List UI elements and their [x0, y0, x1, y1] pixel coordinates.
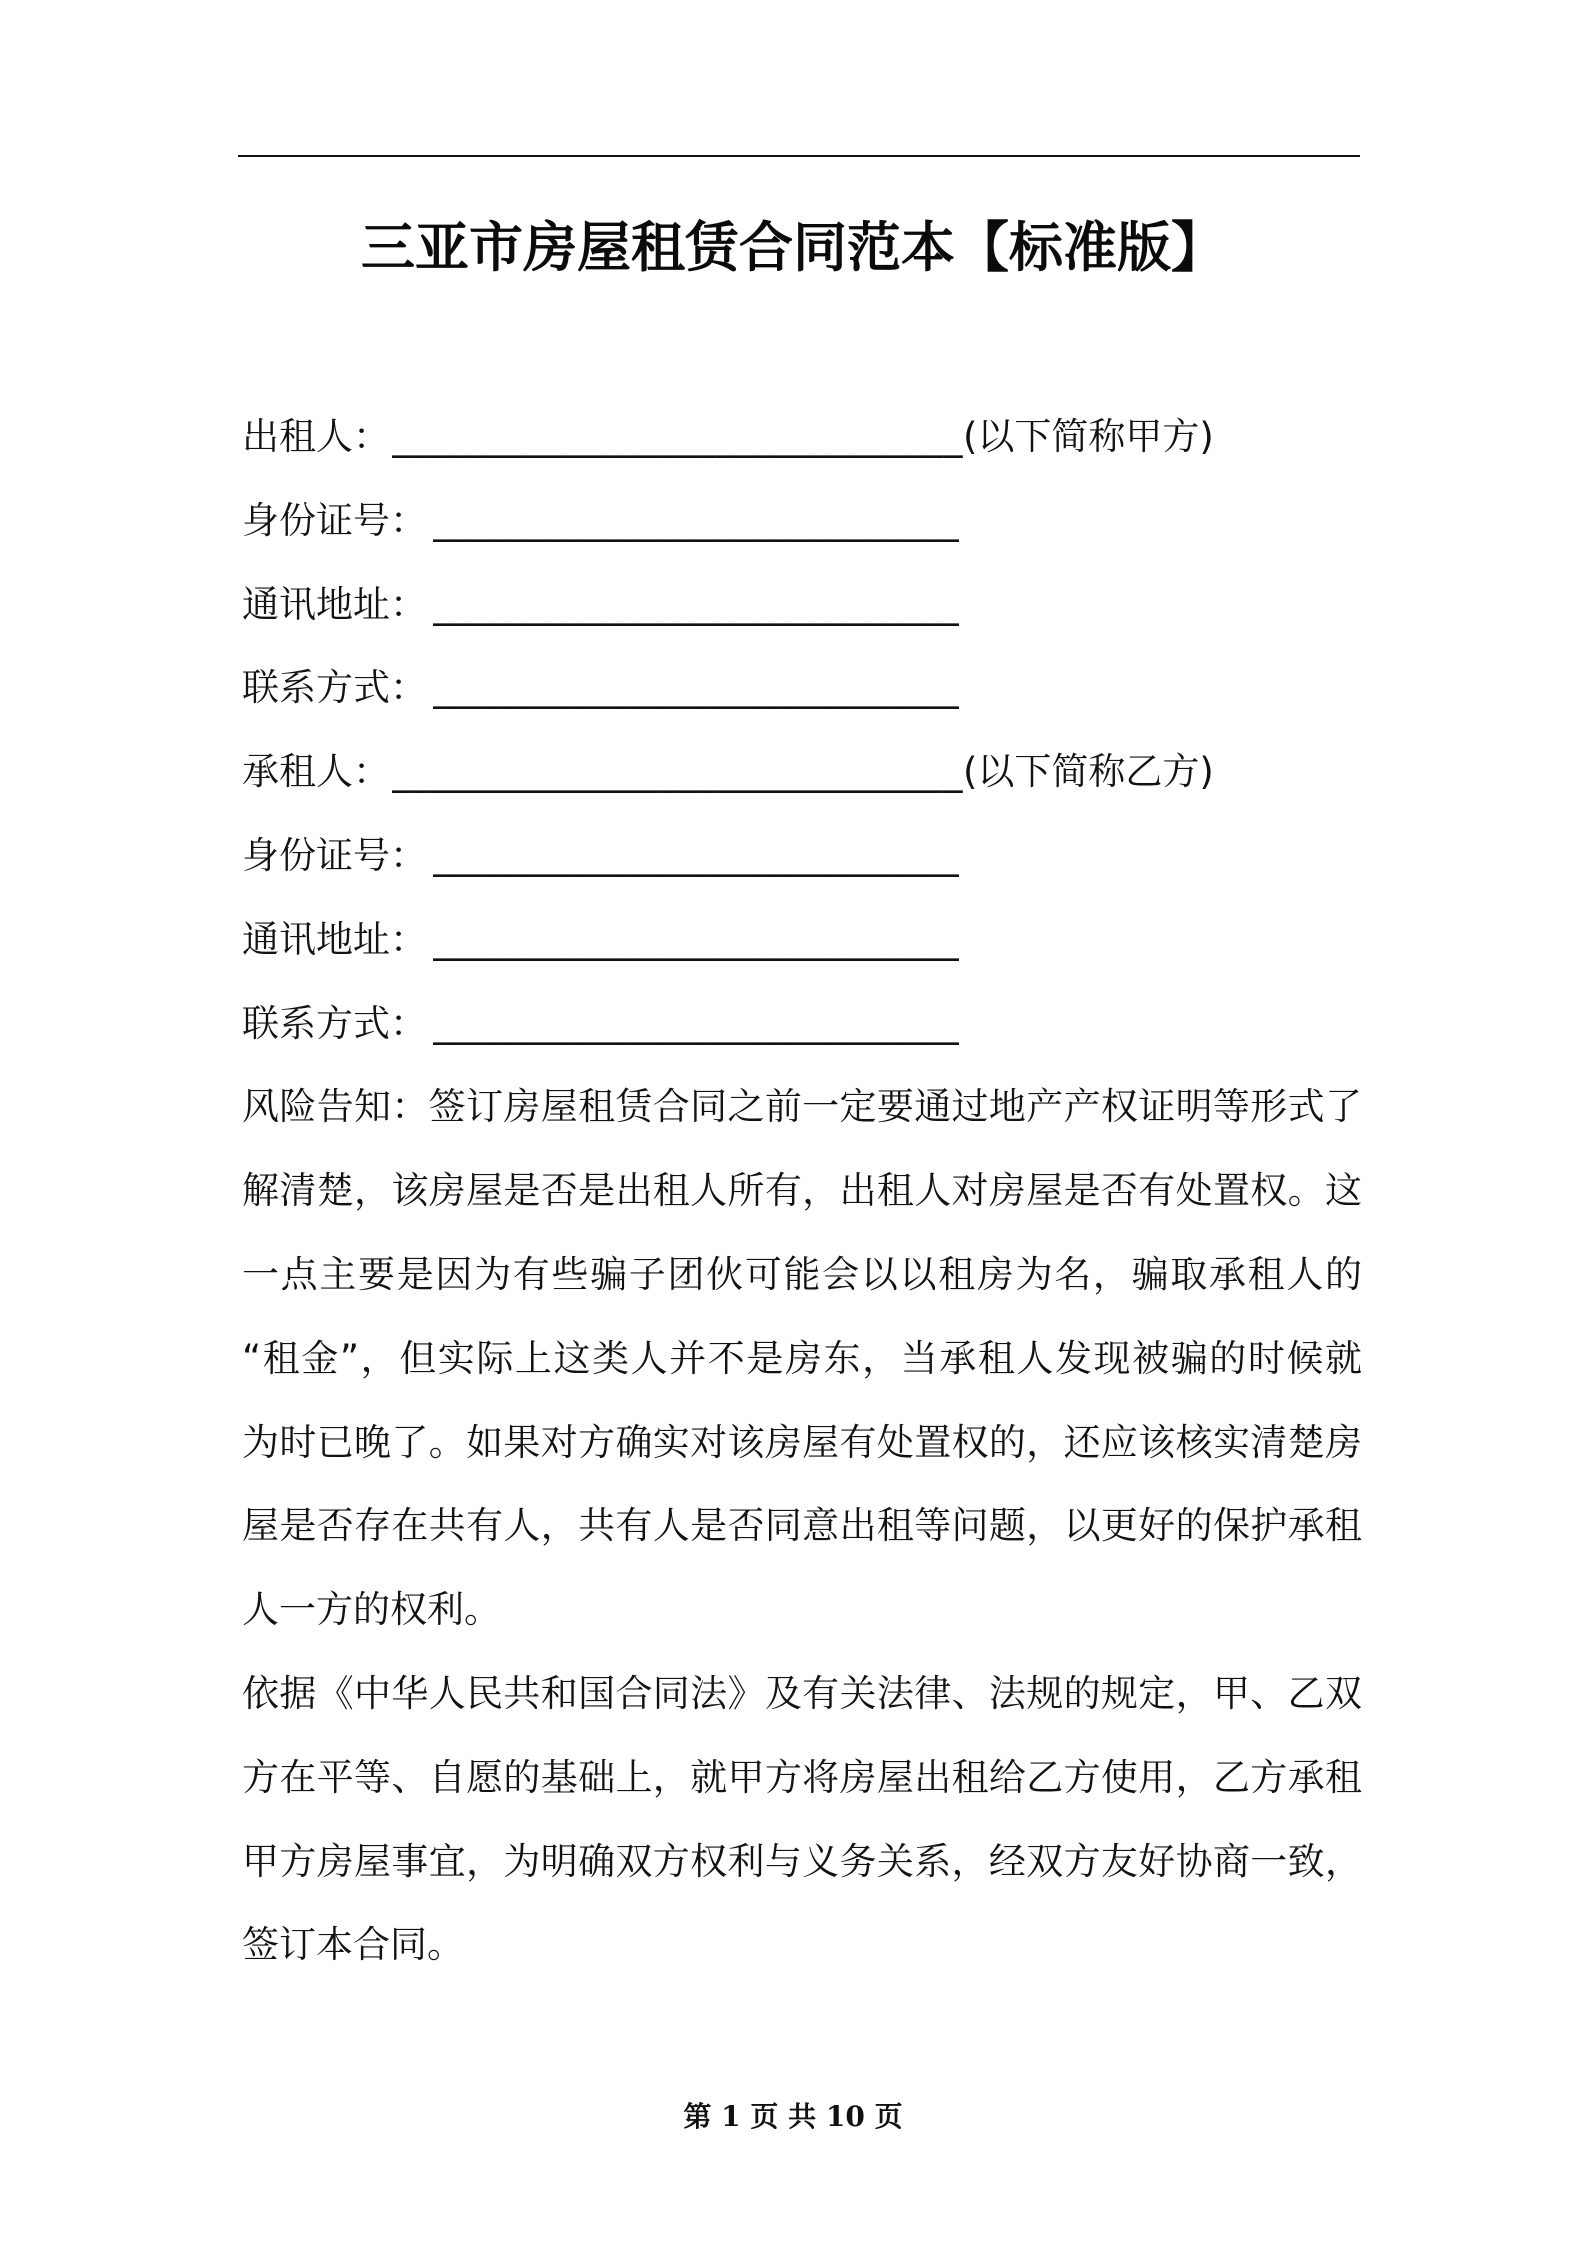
lessee-address-line: [242, 898, 1362, 982]
lessee-address-blank: [433, 898, 959, 982]
page-number: 第 1 页 共 10 页: [683, 2100, 903, 2133]
lessee-id-blank: [433, 814, 959, 898]
lessee-id-line: [242, 814, 1362, 898]
lessee-contact-line: [242, 982, 1362, 1066]
lessor-name-blank: [392, 395, 963, 479]
lessor-contact-blank: [433, 646, 959, 730]
risk-notice-line: “租金”，但实际上这类人并不是房东，当承租人发现被骗的时候就: [242, 1336, 1362, 1380]
legal-basis-line: 甲方房屋事宜，为明确双方权利与义务关系，经双方友好协商一致，: [242, 1839, 1362, 1883]
risk-notice-line: 解清楚，该房屋是否是出租人所有，出租人对房屋是否有处置权。这: [242, 1169, 1362, 1213]
legal-basis-line: 签订本合同。: [242, 1923, 464, 1967]
lessor-contact-label: 联系方式：: [242, 666, 427, 710]
lessee-name-label: 承租人：: [242, 750, 390, 794]
lessor-section: [242, 395, 1362, 730]
risk-notice-line: 风险告知：签订房屋租赁合同之前一定要通过地产产权证明等形式了: [242, 1085, 1362, 1129]
lessor-address-underline: ____________________________: [433, 582, 959, 626]
lessor-name-underline: ______________________________: [392, 415, 963, 458]
risk-notice-line: 为时已晚了。如果对方确实对该房屋有处置权的，还应该核实清楚房: [242, 1420, 1362, 1464]
legal-basis-line: 依据《中华人民共和国合同法》及有关法律、法规的规定，甲、乙双: [242, 1671, 1362, 1715]
lessee-contact-blank: [433, 982, 959, 1066]
risk-notice-line: 屋是否存在共有人，共有人是否同意出租等问题，以更好的保护承租: [242, 1504, 1362, 1548]
lessor-address-line: [242, 563, 1362, 647]
lessor-contact-line: [242, 646, 1362, 730]
lessee-name-blank: [392, 730, 963, 814]
lessor-address-label: 通讯地址：: [242, 582, 427, 626]
lessee-contact-underline: ____________________________: [433, 1001, 959, 1045]
lessor-id-blank: [433, 479, 959, 563]
lessee-abbreviation: (以下简称乙方): [963, 750, 1214, 794]
lessee-address-label: 通讯地址：: [242, 917, 427, 961]
risk-notice-line: 人一方的权利。: [242, 1588, 501, 1632]
contract-body: [242, 395, 1362, 1987]
document-title: 三亚市房屋租赁合同范本【标准版】: [361, 216, 1225, 279]
lessee-contact-label: 联系方式：: [242, 1001, 427, 1045]
lessor-abbreviation: (以下简称甲方): [963, 415, 1214, 458]
lessee-id-underline: ____________________________: [433, 833, 959, 877]
risk-notice-paragraph: [242, 1065, 1362, 1652]
lessor-name-line: [242, 395, 1362, 479]
lessee-id-label: 身份证号：: [242, 833, 427, 877]
lessee-name-line: [242, 730, 1362, 814]
lessor-id-line: [242, 479, 1362, 563]
lessee-section: [242, 730, 1362, 1065]
lessor-contact-underline: ____________________________: [433, 666, 959, 710]
lessor-id-underline: ____________________________: [433, 498, 959, 542]
legal-basis-paragraph: [242, 1652, 1362, 1987]
lessor-address-blank: [433, 563, 959, 647]
lessee-address-underline: ____________________________: [433, 917, 959, 961]
risk-notice-line: 一点主要是因为有些骗子团伙可能会以以租房为名，骗取承租人的: [242, 1252, 1362, 1296]
lessor-name-label: 出租人：: [242, 415, 390, 458]
lessor-id-label: 身份证号：: [242, 498, 427, 542]
lessee-name-underline: ______________________________: [392, 750, 963, 794]
header-rule: [238, 155, 1360, 157]
legal-basis-line: 方在平等、自愿的基础上，就甲方将房屋出租给乙方使用，乙方承租: [242, 1755, 1362, 1799]
